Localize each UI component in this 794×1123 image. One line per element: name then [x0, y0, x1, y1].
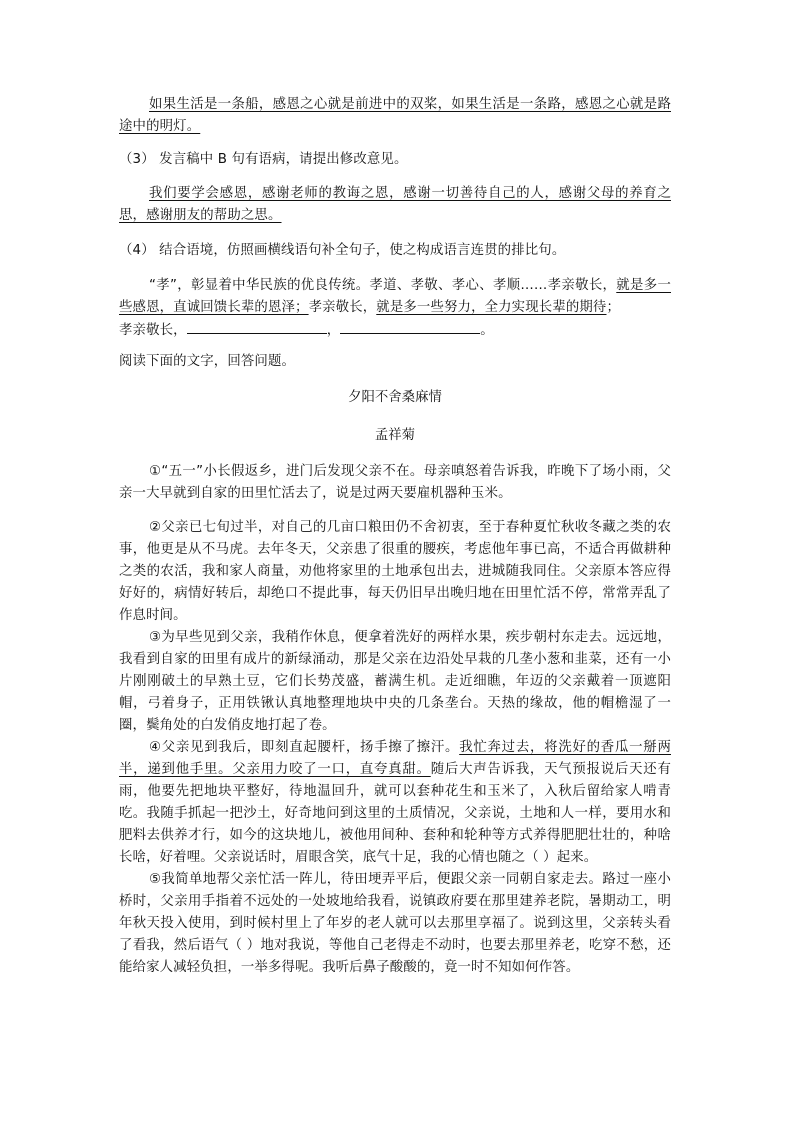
article-author: 孟祥菊: [374, 428, 416, 443]
question-3-prompt: （3） 发言稿中 B 句有语病，请提出修改意见。: [119, 152, 408, 167]
answer-blank-1[interactable]: [187, 319, 327, 334]
q4-semicolon: ；: [606, 300, 621, 315]
q4-underlined-example-2: 就是多一些努力，全力实现长辈的期待: [376, 300, 607, 315]
article-title: 夕阳不舍桑麻情: [348, 390, 442, 405]
article-paragraph-1: ①“五一”小长假返乡，进门后发现父亲不在。母亲嗔怒着告诉我，昨晚下了场小雨，父亲一大早就到自家的田里忙活去了，说是过两天要雇机器种玉米。: [119, 464, 671, 501]
q4-underlined-example-1: 就是多一些感恩，直诚回馈长辈的恩泽；: [119, 278, 671, 315]
article-paragraph-5: ⑤我简单地帮父亲忙活一阵儿，待田埂弄平后，便跟父亲一同朝自家走去。路过一座小桥时，父亲用手指着不远处的一处坡地给我看，说镇政府要在那里建养老院，暑期动工，明年秋天投入使用，到时候村里上了年岁的老人就可以去那里享福了。说到这里，父亲转头看了看我，然后语气（ ）地对我说，等他自己老得走不动时，也要去那里养老，吃穿不愁，还能给家人减轻负担，一举多得呢。我听后鼻子酸酸的，竟一时不知如何作答。: [119, 872, 671, 975]
q4-period: 。: [480, 323, 494, 338]
reading-instruction: 阅读下面的文字，回答问题。: [119, 354, 296, 369]
paragraph-4-underlined-sentence: 我忙奔过去，将洗好的香瓜一掰两半，递到他手里。父亲用力咬了一口，直夸真甜。: [119, 740, 671, 777]
paragraph-4-rest: 随后大声告诉我，天气预报说后天还有雨，他要先把地块平整好，待地温回升，就可以套种花生和玉米了，入秋后留给家人啃青吃。我随手抓起一把沙土，好奇地问到这里的土质情况，父亲说，土地和人一样，要用水和肥料去供养才行，如今的这块地儿，被他用间种、套种和轮种等方式养得肥肥壮壮的，种啥长啥，好着哩。父亲说话时，眉眼含笑，底气十足，我的心情也随之（ ）起来。: [119, 762, 671, 865]
question-4-passage: [119, 275, 671, 342]
question-3-sentence: 我们要学会感恩，感谢老师的教诲之恩，感谢一切善待自己的人，感谢父母的养育之思，感谢朋友的帮助之思。: [119, 186, 671, 223]
motto-sentence: 如果生活是一条船，感恩之心就是前进中的双桨，如果生活是一条路，感恩之心就是路途中的明灯。: [119, 97, 671, 134]
question-4-prompt: （4） 结合语境，仿照画横线语句补全句子，使之构成语言连贯的排比句。: [119, 243, 566, 258]
q4-mid-text: 孝亲敬长，: [308, 300, 377, 315]
paragraph-4-opening: ④父亲见到我后，即刻直起腰杆，扬手擦了擦汗。: [149, 740, 460, 755]
answer-blank-2[interactable]: [340, 319, 480, 334]
q4-comma: ，: [326, 323, 341, 338]
article-paragraph-3: ③为早些见到父亲，我稍作休息，便拿着洗好的两样水果，疾步朝村东走去。远远地，我看到自家的田里有成片的新绿涌动，那是父亲在边沿处早栽的几垄小葱和韭菜，还有一小片刚刚破土的早熟土豆，它们长势茂盛，蓄满生机。走近细瞧，年迈的父亲戴着一顶遮阳帽，弓着身子，正用铁锹认真地整理地块中央的几条垄台。天热的缘故，他的帽檐湿了一圈，鬓角处的白发俏皮地打起了卷。: [119, 630, 671, 733]
q4-fill-lead: 孝亲敬长，: [119, 323, 187, 338]
article-paragraph-4: [119, 737, 671, 869]
q4-lead-text: “孝”，彰显着中华民族的优良传统。孝道、孝敬、孝心、孝顺……孝亲敬长，: [149, 278, 617, 293]
article-paragraph-2: ②父亲已七旬过半，对自己的几亩口粮田仍不舍初衷，至于春种夏忙秋收冬藏之类的农事，他更是从不马虎。去年冬天，父亲患了很重的腰疾，考虑他年事已高，不适合再做耕种之类的农活，我和家人商量，劝他将家里的土地承包出去，进城随我同住。父亲原本答应得好好的，病情好转后，却绝口不提此事，每天仍旧早出晚归地在田里忙活不停，常常弄乱了作息时间。: [119, 520, 671, 623]
